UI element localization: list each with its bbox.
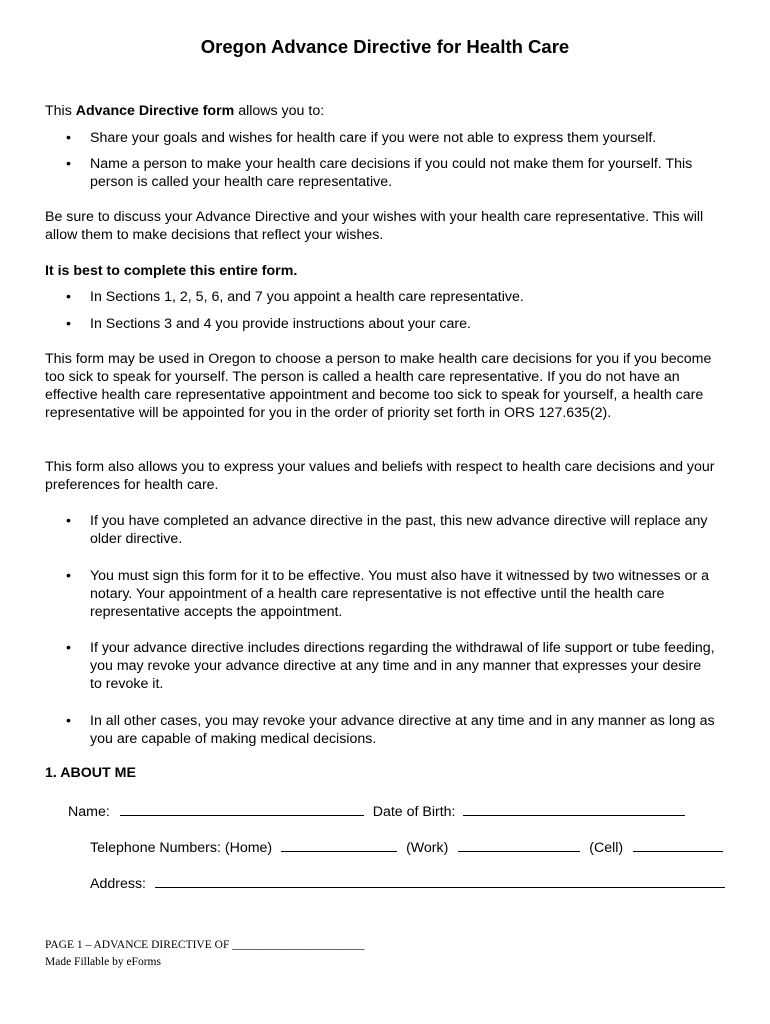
values-paragraph: This form also allows you to express your values and beliefs with respect to health care decisions and your preferences for health care.: [45, 459, 715, 493]
address-field[interactable]: [155, 873, 725, 888]
date-of-birth-field[interactable]: [463, 801, 685, 816]
name-label: Name:: [68, 804, 110, 820]
work-phone-field[interactable]: [458, 837, 580, 852]
best-bullet: • In Sections 3 and 4 you provide instructions about your care.: [66, 316, 471, 332]
bullet-icon: •: [66, 713, 71, 729]
address-row: [90, 873, 725, 893]
telephone-row: [90, 837, 723, 857]
bullet-icon: •: [66, 130, 71, 146]
home-phone-field[interactable]: [281, 837, 397, 852]
intro-bullet: • Share your goals and wishes for health care if you were not able to express them yourself.: [66, 130, 657, 146]
note-bullet: • In all other cases, you may revoke your advance directive at any time and in any manner as long as you are capable of making medical decisions.: [66, 713, 715, 747]
bullet-icon: •: [66, 289, 71, 305]
name-field[interactable]: [120, 801, 364, 816]
note-bullet: • You must sign this form for it to be effective. You must also have it witnessed by two witnesses or a notary. Your appointment of a health care representative is not effective until the health care representative accepts the appointment.: [66, 568, 710, 620]
intro-bullet: • Name a person to make your health care decisions if you could not make them for yourself. This person is called your health care representative.: [66, 156, 693, 190]
work-phone-label: (Work): [406, 840, 449, 856]
bullet-icon: •: [66, 513, 71, 529]
oregon-paragraph: This form may be used in Oregon to choose a person to make health care decisions for you if you become too sick to speak for yourself. The person is called a health care representative. If you do not have an effective health care representative appointment and become too sick to speak for yourself, a health care representative will be appointed for you in the order of priority set forth in ORS 127.635(2).: [45, 351, 712, 421]
intro-text: [45, 102, 725, 120]
name-row: [68, 801, 685, 821]
best-heading: It is best to complete this entire form.: [45, 263, 298, 279]
address-label: Address:: [90, 876, 146, 892]
page-title: Oregon Advance Directive for Health Care: [200, 36, 570, 57]
bullet-icon: •: [66, 316, 71, 332]
dob-label: Date of Birth:: [372, 804, 456, 820]
cell-phone-label: (Cell): [589, 840, 624, 856]
intro-suffix: allows you to:: [234, 103, 325, 119]
note-bullet: • If you have completed an advance directive in the past, this new advance directive will replace any older directive.: [66, 513, 708, 547]
section-heading: 1. ABOUT ME: [45, 765, 136, 781]
note-bullet: • If your advance directive includes directions regarding the withdrawal of life support or tube feeding, you may revoke your advance directive at any time and in any manner that expresses your desire to revoke it.: [66, 640, 715, 692]
intro-prefix: This: [45, 103, 76, 119]
best-bullet: • In Sections 1, 2, 5, 6, and 7 you appoint a health care representative.: [66, 289, 524, 305]
footer-page-label: PAGE 1 – ADVANCE DIRECTIVE OF _______________________: [45, 939, 365, 951]
cell-phone-field[interactable]: [633, 837, 723, 852]
bullet-icon: •: [66, 156, 71, 172]
discuss-paragraph: Be sure to discuss your Advance Directive and your wishes with your health care representative. This will allow them to make decisions that reflect your wishes.: [45, 209, 704, 243]
footer-made-by: Made Fillable by eForms: [45, 956, 161, 968]
intro-bold: Advance Directive form: [75, 103, 235, 119]
bullet-icon: •: [66, 640, 71, 656]
bullet-icon: •: [66, 568, 71, 584]
telephone-label: Telephone Numbers: (Home): [90, 840, 273, 856]
